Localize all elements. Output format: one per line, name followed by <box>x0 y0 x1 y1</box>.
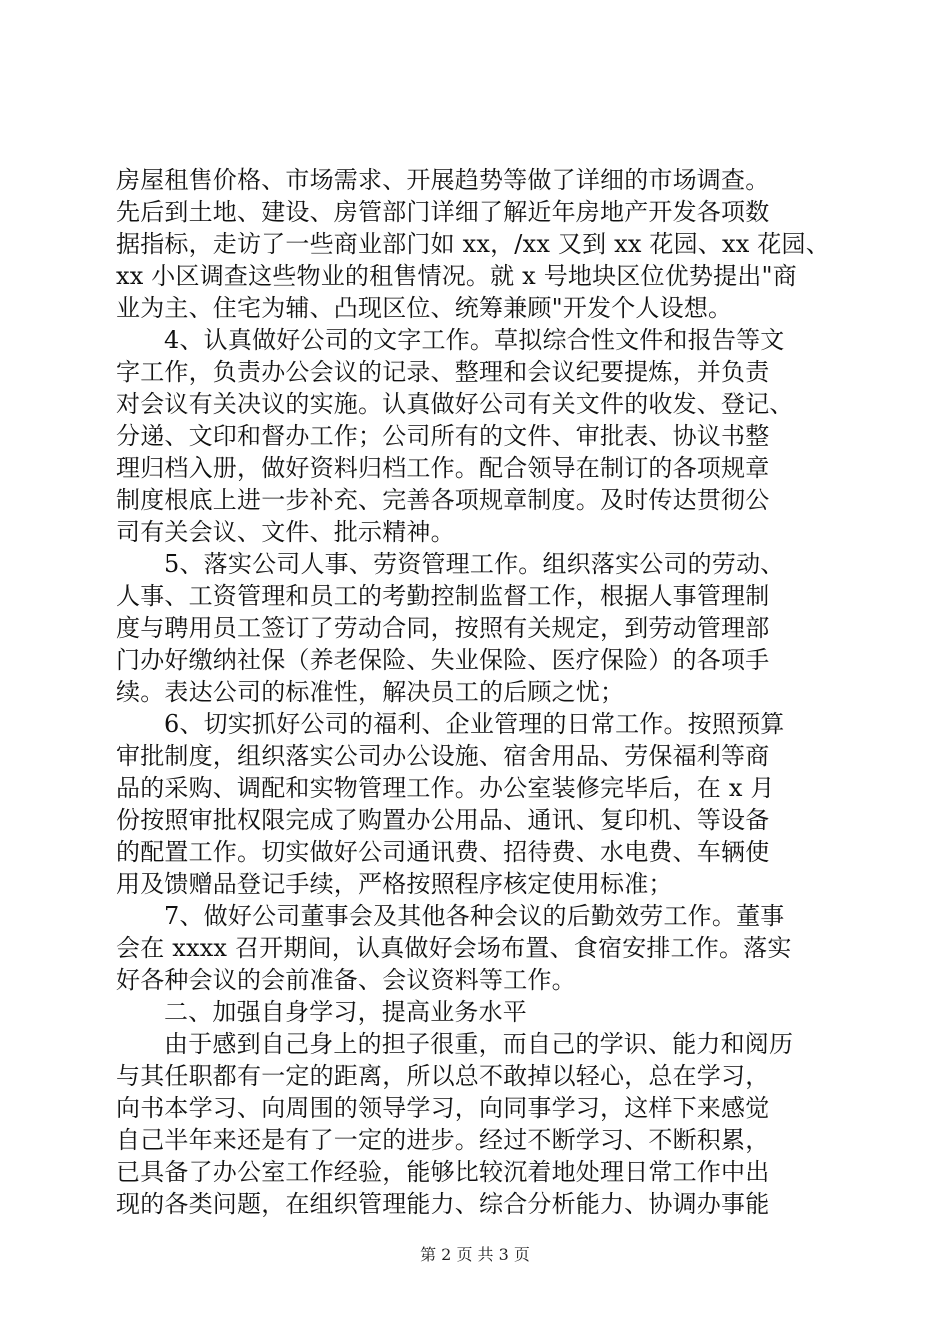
text-line: 门办好缴纳社保（养老保险、失业保险、医疗保险）的各项手 <box>116 646 770 674</box>
text-line: xx 小区调查这些物业的租售情况。就 x 号地块区位优势提出"商 <box>116 262 797 290</box>
text-line: 审批制度，组织落实公司办公设施、宿舍用品、劳保福利等商 <box>116 742 770 770</box>
text-line: 度与聘用员工签订了劳动合同，按照有关规定，到劳动管理部 <box>116 614 770 642</box>
text-line: 房屋租售价格、市场需求、开展趋势等做了详细的市场调查。 <box>116 166 770 194</box>
text-line: 好各种会议的会前准备、会议资料等工作。 <box>116 966 576 994</box>
text-line: 分递、文印和督办工作；公司所有的文件、审批表、协议书整 <box>116 422 770 450</box>
text-line: 续。表达公司的标准性，解决员工的后顾之忧； <box>116 678 625 706</box>
text-line: 先后到土地、建设、房管部门详细了解近年房地产开发各项数 <box>116 198 770 226</box>
text-line: 5、落实公司人事、劳资管理工作。组织落实公司的劳动、 <box>164 550 785 578</box>
text-line: 自己半年来还是有了一定的进步。经过不断学习、不断积累， <box>116 1126 770 1154</box>
text-line: 现的各类问题，在组织管理能力、综合分析能力、协调办事能 <box>116 1190 770 1218</box>
text-line: 6、切实抓好公司的福利、企业管理的日常工作。按照预算 <box>164 710 785 738</box>
text-line: 品的采购、调配和实物管理工作。办公室装修完毕后，在 x 月 <box>116 774 775 802</box>
text-line: 用及馈赠品登记手续，严格按照程序核定使用标准； <box>116 870 673 898</box>
text-line: 字工作，负责办公会议的记录、整理和会议纪要提炼，并负责 <box>116 358 770 386</box>
text-line: 由于感到自己身上的担子很重，而自己的学识、能力和阅历 <box>164 1030 794 1058</box>
text-line: 据指标，走访了一些商业部门如 xx，/xx 又到 xx 花园、xx 花园、 <box>116 230 830 258</box>
text-line: 4、认真做好公司的文字工作。草拟综合性文件和报告等文 <box>164 326 785 354</box>
text-line: 向书本学习、向周围的领导学习，向同事学习，这样下来感觉 <box>116 1094 770 1122</box>
text-line: 7、做好公司董事会及其他各种会议的后勤效劳工作。董事 <box>164 902 785 930</box>
text-line: 份按照审批权限完成了购置办公用品、通讯、复印机、等设备 <box>116 806 770 834</box>
document-body <box>116 164 832 1220</box>
text-line: 会在 xxxx 召开期间，认真做好会场布置、食宿安排工作。落实 <box>116 934 792 962</box>
page-footer: 第 2 页 共 3 页 <box>420 1245 530 1264</box>
text-line: 人事、工资管理和员工的考勤控制监督工作，根据人事管理制 <box>116 582 770 610</box>
text-line: 业为主、住宅为辅、凸现区位、统筹兼顾"开发个人设想。 <box>116 294 733 322</box>
text-line: 对会议有关决议的实施。认真做好公司有关文件的收发、登记、 <box>116 390 794 418</box>
text-line: 的配置工作。切实做好公司通讯费、招待费、水电费、车辆使 <box>116 838 770 866</box>
text-line: 制度根底上进一步补充、完善各项规章制度。及时传达贯彻公 <box>116 486 770 514</box>
text-line: 理归档入册，做好资料归档工作。配合领导在制订的各项规章 <box>116 454 770 482</box>
text-line: 司有关会议、文件、批示精神。 <box>116 518 455 546</box>
text-line: 二、加强自身学习，提高业务水平 <box>164 998 527 1026</box>
text-line: 与其任职都有一定的距离，所以总不敢掉以轻心，总在学习， <box>116 1062 770 1090</box>
text-line: 已具备了办公室工作经验，能够比较沉着地处理日常工作中出 <box>116 1158 770 1186</box>
